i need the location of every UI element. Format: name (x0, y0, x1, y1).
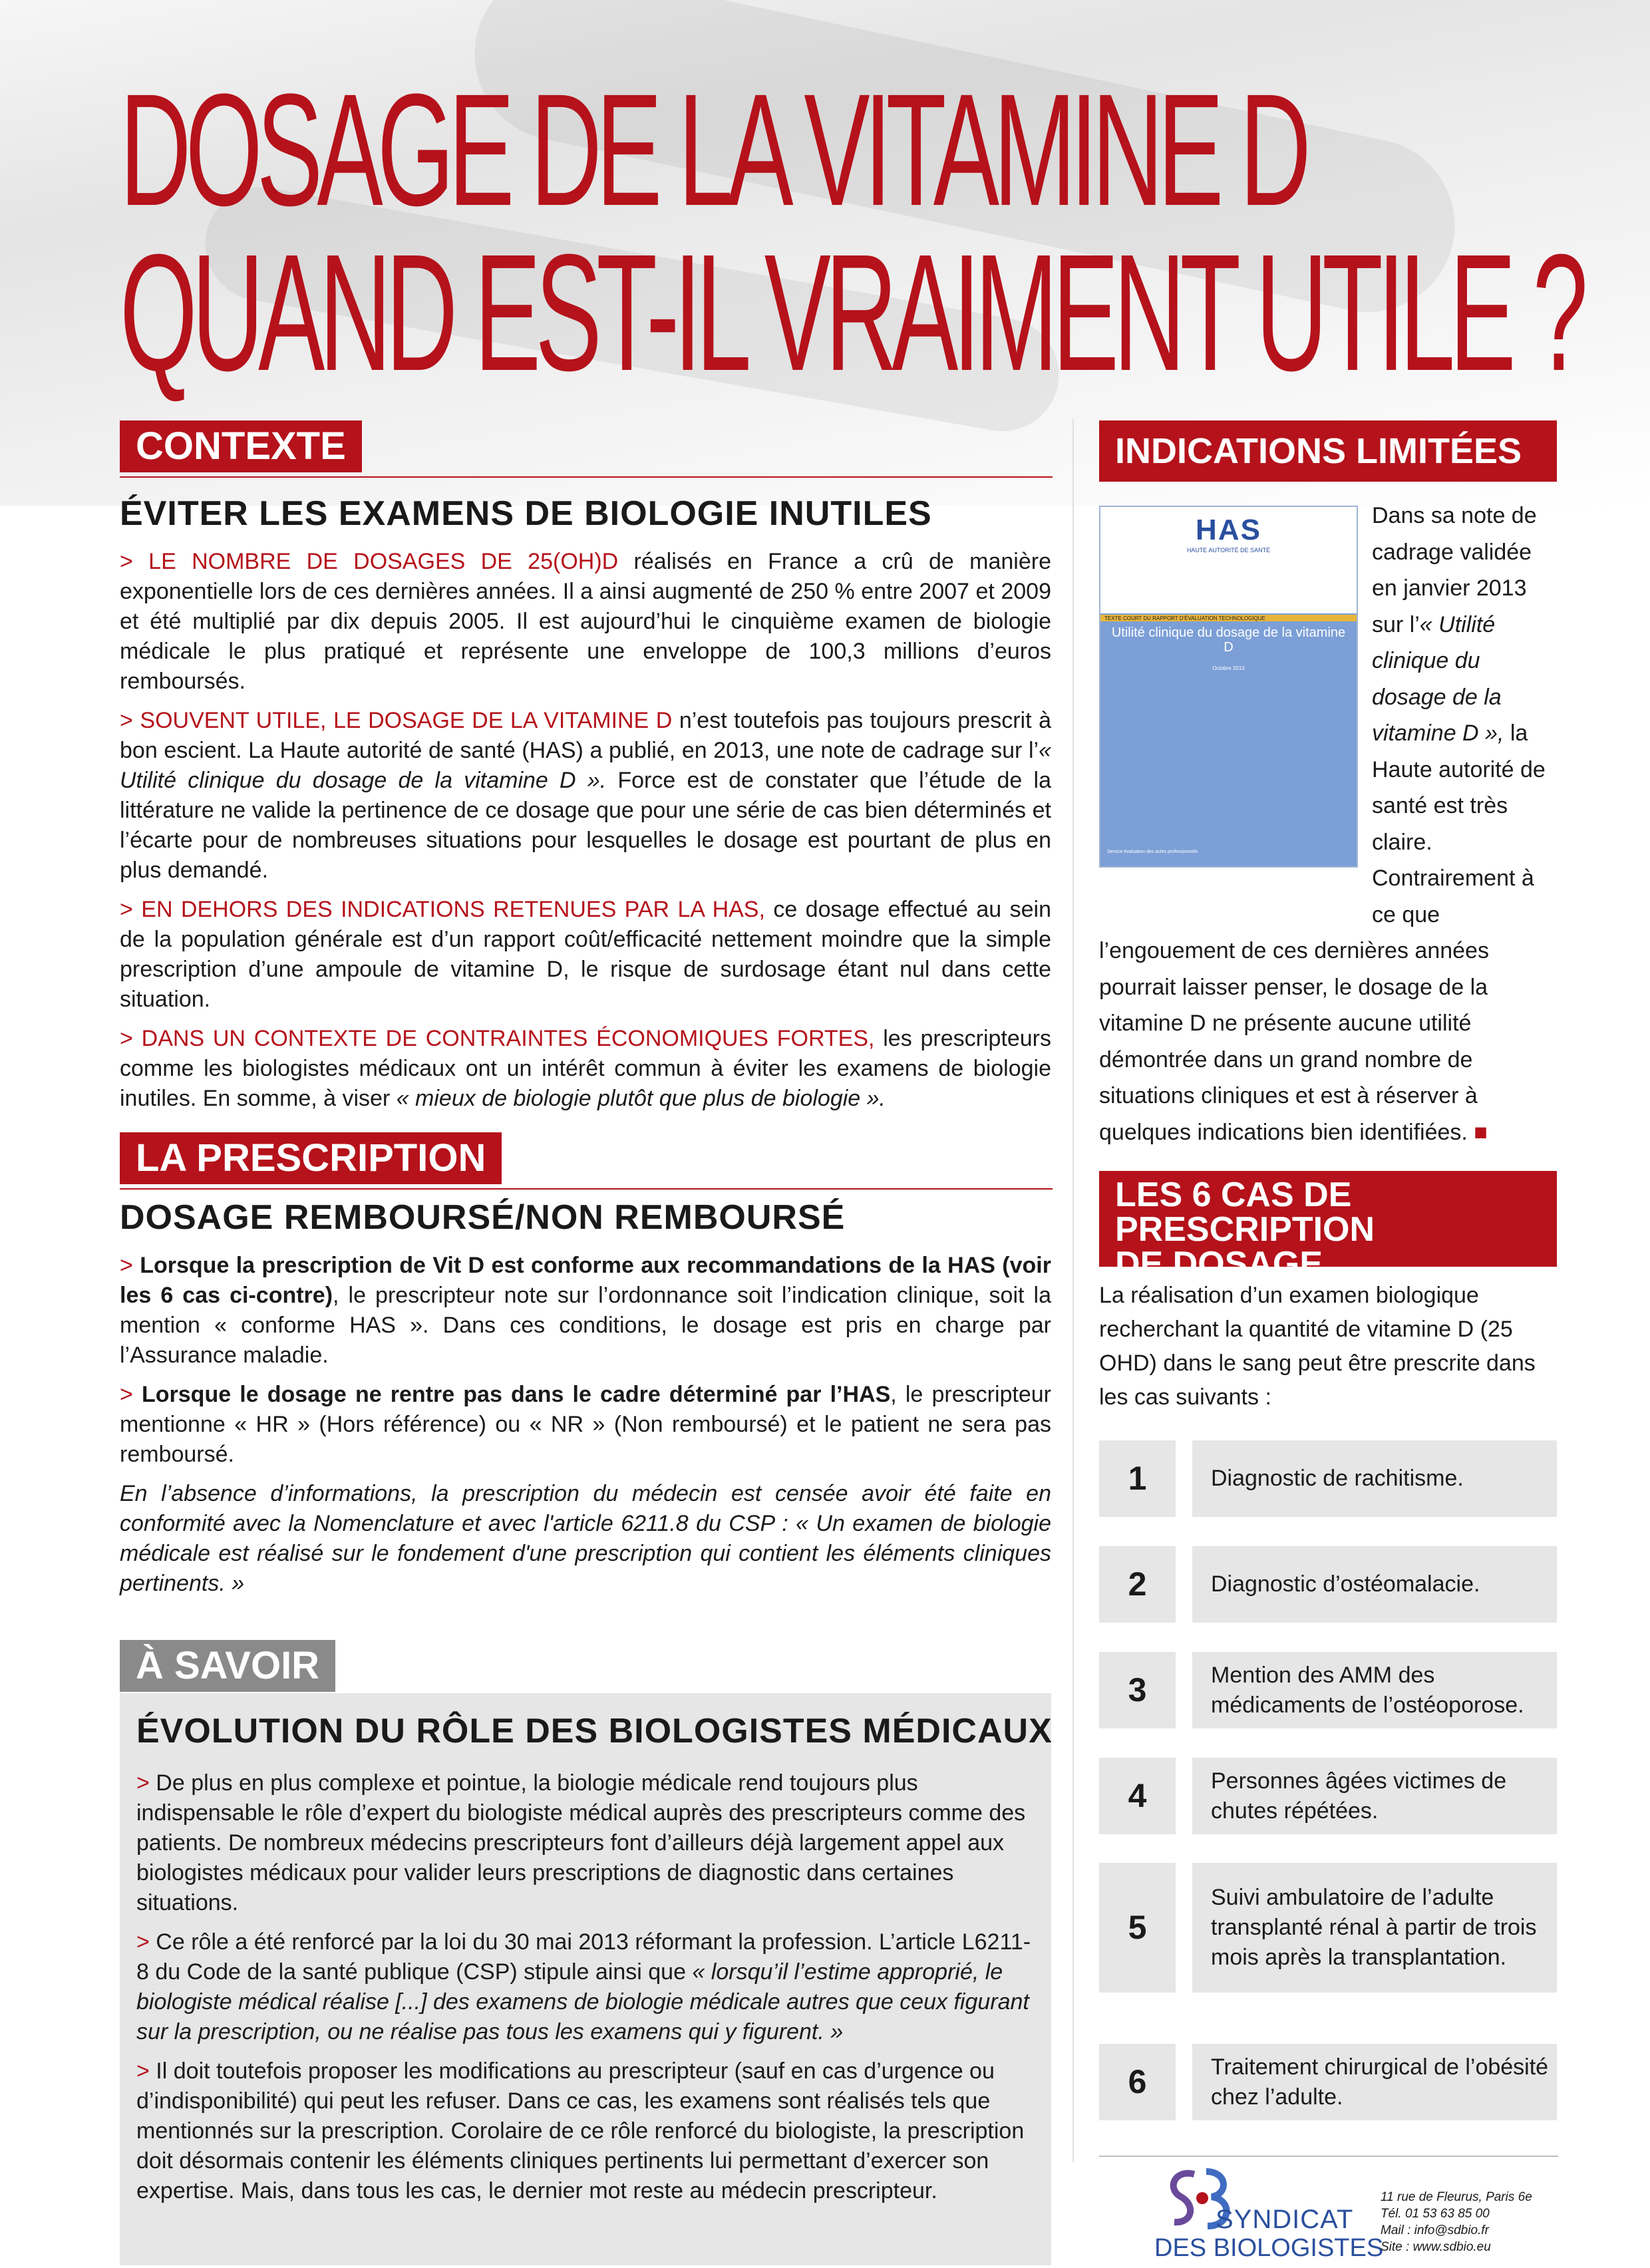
indications-text: Dans sa note de cadrage validée en janvier 2013 sur l’ (1372, 503, 1537, 637)
paragraph-lead: > DANS UN CONTEXTE DE CONTRAINTES ÉCONOMIQUES FORTES, (120, 1026, 875, 1051)
indications-header: INDICATIONS LIMITÉES (1099, 420, 1557, 482)
logo-text-line2: DES BIOLOGISTES (1154, 2234, 1384, 2262)
bullet-arrow: > (136, 1770, 150, 1796)
bullet-arrow: > (120, 1253, 133, 1278)
contexte-paragraph (120, 1024, 1051, 1114)
prescription-subtitle: DOSAGE REMBOURSÉ/NON REMBOURSÉ (120, 1198, 846, 1237)
end-mark-icon: ■ (1474, 1119, 1488, 1145)
report-band-text: TEXTE COURT DU RAPPORT D'ÉVALUATION TECHNOLOGIQUE (1104, 615, 1265, 621)
paragraph-text: n’est toutefois pas toujours prescrit à bon escient. La Haute autorité de santé (HAS) a publié, en 2013, une note de cadrage sur l’ (120, 708, 1052, 763)
cases-header-line: DE DOSAGE (1115, 1245, 1323, 1283)
case-text (1192, 1652, 1557, 1728)
has-logo-subtitle: HAUTE AUTORITÉ DE SANTÉ (1186, 547, 1271, 554)
report-footer: Service évaluation des actes professionnels (1107, 850, 1198, 854)
float-spacer (1099, 498, 1372, 897)
website-line: Site : www.sdbio.eu (1381, 2240, 1491, 2254)
paragraph-text: , le prescripteur note sur l’ordonnance soit l’indication clinique, soit la mention « conforme HAS ». Dans ces conditions, le dosage est pris en charge par l’Assurance maladie. (120, 1283, 1051, 1368)
cases-intro: La réalisation d’un examen biologique recherchant la quantité de vitamine D (25 OHD) dans le sang peut être prescrite dans les cas suivants : (1099, 1283, 1536, 1410)
case-text (1192, 2044, 1557, 2120)
paragraph-text: , le prescripteur mentionne « HR » (Hors référence) ou « NR » (Non remboursé) et le patient ne sera pas remboursé. (120, 1382, 1051, 1467)
case-text (1192, 1546, 1557, 1623)
footer-address (1381, 2189, 1532, 2255)
paragraph-text: Force est de constater que l’étude de la littérature ne valide la pertinence de ce dosage que pour une série de cas bien déterminés et l’écarte pour de nombreuses situations pour lesquelles le dosage est pourtant de plus en plus demandé. (120, 768, 1051, 883)
savoir-paragraph (136, 2056, 1031, 2206)
bullet-arrow: > (136, 1929, 150, 1955)
contexte-rule (120, 476, 1053, 478)
page-title-line1: DOSAGE DE LA VITAMINE D (120, 61, 1306, 239)
case-label: Personnes âgées victimes de chutes répétées. (1211, 1768, 1507, 1824)
case-number: 4 (1099, 1758, 1176, 1834)
case-label: Traitement chirurgical de l’obésité chez l’adulte. (1211, 2054, 1549, 2110)
case-number: 3 (1099, 1652, 1176, 1728)
paragraph-quote: « mieux de biologie plutôt que plus de biologie ». (396, 1086, 886, 1111)
paragraph-text: réalisés en France a crû de manière exponentielle lors de ces dernières années. Il a ainsi augmenté de 250 % entre 2007 et 2009 et été multiplié par dix depuis 2005. Il est aujourd’hui le cinquième examen de biologie médicale le plus pratiqué et représente une enveloppe de 100,3 millions d’euros remboursés. (120, 549, 1051, 694)
case-label: Diagnostic d’ostéomalacie. (1211, 1571, 1480, 1597)
paragraph-text: De plus en plus complexe et pointue, la biologie médicale rend toujours plus indispensable le rôle d’expert du biologiste médical auprès des prescripteurs comme des patients. De nombreux médecins prescripteurs font d’ailleurs déjà largement appel aux biologistes médicaux pour valider leurs prescriptions de diagnostic dans certaines situations. (136, 1770, 1026, 1915)
indications-quote: « Utilité clinique du dosage de la vitamine D », (1372, 611, 1504, 746)
case-number: 5 (1099, 1863, 1176, 1993)
paragraph-text: Il doit toutefois proposer les modifications au prescripteur (sauf en cas d’urgence ou d’indisponibilité) qui peut les refuser. Dans ce cas, les examens sont réalisés tels que mentionnés sur la prescription. Corolaire de ce rôle renforcé du biologiste, la prescription doit désormais contenir les éléments cliniques pertinents lui permettant d’exercer son expertise. Mais, dans tous les cas, le dernier mot reste au médecin prescripteur. (136, 2058, 1025, 2203)
savoir-subtitle: ÉVOLUTION DU RÔLE DES BIOLOGISTES MÉDICAUX (136, 1712, 1053, 1750)
report-date: Octobre 2013 (1212, 665, 1245, 671)
contexte-paragraph (120, 895, 1051, 1015)
paragraph-bold: Lorsque le dosage ne rentre pas dans le cadre déterminé par l’HAS (132, 1382, 891, 1407)
paragraph-text: ce dosage effectué au sein de la population générale est d’un rapport coût/efficacité nettement moindre que la simple prescription d’une ampoule de vitamine D, le risque de surdosage étant nul dans cette situation. (120, 897, 1051, 1012)
indications-text: la Haute autorité de santé est très claire. Contrairement à ce que l’engouement de ces dernières années pourrait laisser penser, le dosage de la vitamine D ne présente aucune utilité démontrée dans un grand nombre de situations cliniques et est à réserver à quelques indications bien identifiées. (1099, 721, 1546, 1145)
case-number: 1 (1099, 1440, 1176, 1517)
case-text (1192, 1440, 1557, 1517)
savoir-body (136, 1768, 1031, 2215)
contexte-body (120, 547, 1051, 1123)
case-label: Suivi ambulatoire de l’adulte transplanté rénal à partir de trois mois après la transplantation. (1211, 1885, 1537, 1970)
paragraph-text: les prescripteurs comme les biologistes médicaux ont un intérêt commun à éviter les examens de biologie inutiles. En somme, à viser (120, 1026, 1052, 1111)
phone-line: Tél. 01 53 63 85 00 (1381, 2207, 1490, 2221)
prescription-body (120, 1251, 1051, 1608)
prescription-rule (120, 1188, 1053, 1190)
page-title-line2: QUAND EST-IL VRAIMENT UTILE ? (120, 220, 1583, 405)
indications-body (1099, 498, 1558, 1150)
prescription-header: LA PRESCRIPTION (120, 1132, 502, 1184)
case-label: Diagnostic de rachitisme. (1211, 1466, 1464, 1491)
case-number: 2 (1099, 1546, 1176, 1623)
savoir-header: À SAVOIR (120, 1640, 335, 1692)
contexte-header: CONTEXTE (120, 420, 362, 472)
case-text (1192, 1863, 1557, 1993)
case-text (1192, 1758, 1557, 1834)
paragraph-lead: > EN DEHORS DES INDICATIONS RETENUES PAR LA HAS, (120, 897, 765, 922)
bullet-arrow: > (120, 1382, 133, 1407)
sdb-logo (1154, 2162, 1384, 2262)
paragraph-bold: Lorsque la prescription de Vit D est conforme aux recommandations de la HAS (voir les 6 cas ci-contre) (120, 1253, 1051, 1308)
paragraph-lead: > LE NOMBRE DE DOSAGES DE 25(OH)D (120, 549, 619, 574)
savoir-paragraph (136, 1927, 1031, 2047)
bullet-arrow: > (136, 2058, 150, 2084)
contexte-subtitle: ÉVITER LES EXAMENS DE BIOLOGIE INUTILES (120, 494, 932, 533)
email-line: Mail : info@sdbio.fr (1381, 2223, 1489, 2237)
paragraph-quote: « Utilité clinique du dosage de la vitamine D ». (120, 738, 1051, 793)
logo-text-line1: SYNDICAT (1216, 2205, 1354, 2234)
address-line: 11 rue de Fleurus, Paris 6e (1381, 2190, 1532, 2204)
case-label: Mention des AMM des médicaments de l’ostéoporose. (1211, 1662, 1524, 1718)
cases-header (1099, 1171, 1557, 1283)
case-number: 6 (1099, 2044, 1176, 2120)
prescription-note: En l’absence d’informations, la prescription du médecin est censée avoir été faite en conformité avec la Nomenclature et avec l'article 6211.8 du CSP : « Un examen de biologie médicale est réalisé sur le fondement d'une prescription qui contient les éléments cliniques pertinents. » (120, 1481, 1051, 1596)
footer-rule (1099, 2156, 1558, 2157)
paragraph-quote: « lorsqu’il l’estime approprié, le biologiste médical réalise [...] des examens de biologie médicale autres que ceux figurant sur la prescription, ou ne réalise pas tous les examens qui y figurent. » (136, 1959, 1029, 2044)
savoir-paragraph (136, 1768, 1031, 1918)
contexte-paragraph (120, 547, 1051, 697)
has-logo: HAS (1196, 514, 1261, 546)
contexte-paragraph (120, 706, 1051, 886)
paragraph-text: Ce rôle a été renforcé par la loi du 30 mai 2013 réformant la profession. L’article L6211-8 du Code de la santé publique (CSP) stipule ainsi que (136, 1929, 1031, 1985)
prescription-paragraph (120, 1380, 1051, 1470)
report-title: Utilité clinique du dosage de la vitamine D (1111, 625, 1346, 655)
paragraph-lead: > SOUVENT UTILE, LE DOSAGE DE LA VITAMINE D (120, 708, 673, 733)
prescription-paragraph (120, 1251, 1051, 1371)
column-divider (1072, 419, 1074, 2162)
cases-header-line: LES 6 CAS DE PRESCRIPTION (1115, 1176, 1375, 1249)
